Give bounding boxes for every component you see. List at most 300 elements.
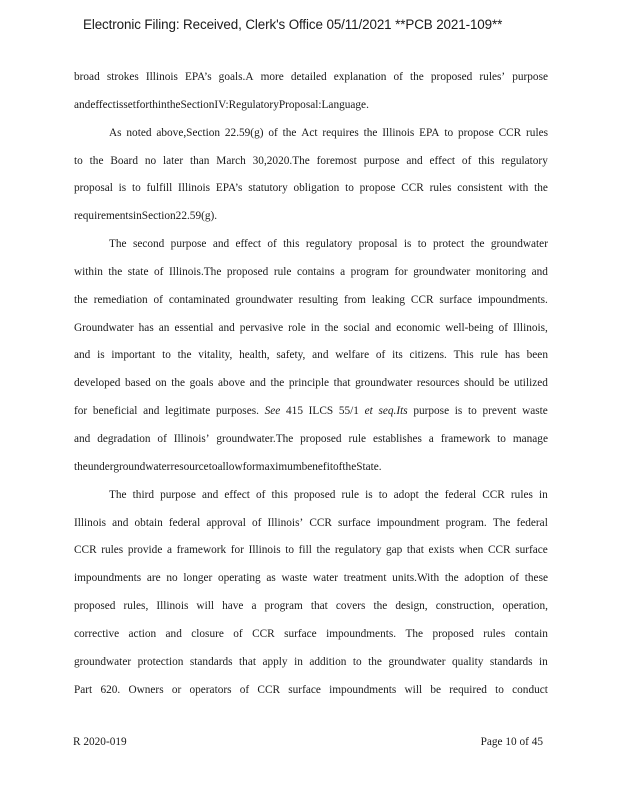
word: beneficial bbox=[92, 405, 138, 418]
word: the bbox=[166, 98, 181, 111]
word: EPA bbox=[419, 126, 440, 139]
word: apply bbox=[262, 655, 288, 668]
word: provide bbox=[127, 544, 163, 557]
word: Illinois bbox=[178, 182, 211, 195]
word: rule bbox=[273, 265, 292, 278]
word: broad bbox=[74, 71, 100, 83]
word: Illinois’ bbox=[267, 516, 304, 529]
word: of bbox=[267, 238, 277, 251]
word: for bbox=[394, 265, 408, 278]
word: CCR bbox=[410, 293, 434, 306]
word: to bbox=[378, 488, 388, 501]
text-line bbox=[74, 537, 548, 565]
word: underground bbox=[87, 460, 146, 473]
word: to bbox=[417, 238, 427, 251]
word: strokes bbox=[106, 71, 139, 83]
word: to bbox=[131, 182, 141, 195]
word: is bbox=[115, 98, 124, 111]
word: than bbox=[189, 154, 210, 167]
word: fulfill bbox=[146, 182, 173, 195]
word: in bbox=[132, 210, 142, 223]
word: that bbox=[239, 655, 256, 668]
word: action bbox=[128, 627, 157, 640]
word: impoundment bbox=[376, 516, 440, 529]
word: Board bbox=[110, 154, 138, 167]
word: CCR bbox=[482, 488, 505, 501]
word: this bbox=[271, 488, 288, 501]
word: for bbox=[242, 460, 256, 473]
word: foremost bbox=[316, 154, 357, 167]
word: surface bbox=[284, 627, 317, 640]
word: a bbox=[340, 265, 346, 278]
word: the bbox=[316, 544, 331, 557]
word: and bbox=[112, 516, 129, 529]
word: 22.59(g) bbox=[224, 126, 264, 139]
docket-number: R 2020-019 bbox=[73, 736, 127, 748]
word: essential bbox=[174, 321, 214, 334]
word: to bbox=[497, 432, 506, 445]
word: to bbox=[345, 182, 354, 195]
text-line bbox=[74, 259, 548, 287]
word: the bbox=[368, 655, 382, 668]
word: be bbox=[498, 377, 510, 390]
word: from bbox=[343, 293, 366, 306]
word: operating bbox=[218, 572, 261, 585]
word: of bbox=[332, 460, 343, 473]
word: obtain bbox=[134, 516, 163, 529]
word: adoption bbox=[464, 572, 504, 585]
word: EPA’s bbox=[215, 182, 243, 195]
word: third bbox=[132, 488, 155, 501]
word: program. bbox=[445, 516, 487, 529]
word: CCR bbox=[257, 683, 281, 696]
word: See bbox=[264, 405, 281, 418]
word: principle bbox=[288, 377, 330, 390]
word: of bbox=[157, 432, 167, 445]
word: corrective bbox=[74, 627, 120, 640]
word: seq.Its bbox=[378, 405, 408, 418]
word: second bbox=[132, 238, 165, 251]
word: and bbox=[312, 349, 329, 362]
word: 55/1 bbox=[338, 405, 359, 418]
word: to bbox=[495, 683, 504, 696]
word: effect bbox=[429, 154, 456, 167]
text-line bbox=[74, 203, 548, 231]
word: federal bbox=[168, 516, 201, 529]
word: impoundments. bbox=[477, 293, 548, 306]
word: 415 bbox=[286, 405, 303, 418]
word: of bbox=[153, 293, 163, 306]
word: are bbox=[146, 572, 161, 585]
word: Illinois.The bbox=[168, 265, 222, 278]
word: to bbox=[208, 460, 218, 473]
word: in bbox=[539, 655, 548, 668]
word: and bbox=[218, 321, 235, 334]
word: proposed bbox=[293, 488, 336, 501]
word: Section bbox=[180, 98, 215, 111]
word: standards bbox=[489, 655, 533, 668]
word: social bbox=[343, 321, 370, 334]
word: CCR bbox=[309, 516, 332, 529]
word: later bbox=[163, 154, 184, 167]
word: the bbox=[363, 126, 378, 139]
word: important bbox=[111, 349, 156, 362]
word: regulatory bbox=[305, 238, 353, 251]
word: no bbox=[166, 572, 178, 585]
word: required bbox=[449, 683, 487, 696]
text-line bbox=[74, 315, 548, 343]
word: effect bbox=[235, 238, 261, 251]
word: operation, bbox=[502, 600, 548, 613]
word: have bbox=[222, 600, 244, 613]
word: rules bbox=[526, 126, 548, 139]
word: impoundments. bbox=[326, 627, 397, 640]
word: State. bbox=[356, 460, 382, 473]
word: goals.A bbox=[218, 71, 254, 83]
word: the bbox=[89, 154, 104, 167]
word: resulting bbox=[298, 293, 339, 306]
word: the bbox=[324, 321, 339, 334]
word: manage bbox=[512, 432, 548, 445]
word: requires bbox=[322, 126, 359, 139]
text-line bbox=[74, 649, 548, 677]
text-line bbox=[74, 287, 548, 315]
word: rules bbox=[101, 544, 124, 557]
word: maximum bbox=[255, 460, 302, 473]
word: set bbox=[123, 98, 136, 111]
word: The bbox=[109, 488, 127, 501]
text-line bbox=[74, 342, 548, 370]
word: Illinois, bbox=[513, 321, 548, 334]
word: purpose bbox=[413, 405, 450, 418]
word: regulatory bbox=[334, 544, 382, 557]
word: more bbox=[260, 71, 284, 83]
word: in bbox=[538, 488, 548, 501]
word: units.With bbox=[392, 572, 440, 585]
word: the bbox=[74, 293, 88, 306]
word: impoundments bbox=[74, 572, 142, 585]
word: that bbox=[310, 600, 328, 613]
page-number: Page 10 of 45 bbox=[480, 736, 543, 748]
word: explanation bbox=[333, 71, 387, 83]
word: and bbox=[143, 405, 160, 418]
word: in bbox=[310, 321, 320, 334]
word: degradation bbox=[97, 432, 151, 445]
word: covers bbox=[335, 600, 366, 613]
word: proposal bbox=[74, 182, 113, 195]
word: The bbox=[109, 238, 127, 251]
word: framework bbox=[176, 544, 227, 557]
word: to bbox=[74, 154, 83, 167]
text-line bbox=[74, 454, 548, 482]
word: Part bbox=[74, 683, 93, 696]
word: and bbox=[74, 349, 91, 362]
word: is bbox=[97, 349, 105, 362]
word: As bbox=[109, 126, 122, 139]
word: framework bbox=[440, 432, 491, 445]
text-line bbox=[74, 92, 548, 120]
word: to bbox=[352, 655, 362, 668]
word: This bbox=[453, 349, 474, 362]
word: proposed bbox=[430, 71, 473, 83]
word: surface bbox=[288, 683, 321, 696]
word: water bbox=[312, 572, 339, 585]
word: has bbox=[504, 349, 520, 362]
word: The bbox=[492, 516, 511, 529]
word: the bbox=[373, 600, 388, 613]
word: IV: bbox=[214, 98, 229, 111]
word: addition bbox=[309, 655, 347, 668]
text-line bbox=[74, 120, 548, 148]
word: this bbox=[478, 154, 495, 167]
word: above bbox=[218, 377, 246, 390]
word: welfare bbox=[335, 349, 370, 362]
word: contain bbox=[514, 627, 548, 640]
text-line bbox=[74, 175, 548, 203]
word: with bbox=[508, 182, 529, 195]
word: requirements bbox=[74, 210, 133, 223]
word: contaminated bbox=[168, 293, 230, 306]
word: a bbox=[251, 600, 257, 613]
word: statutory bbox=[248, 182, 288, 195]
word: safety, bbox=[276, 349, 306, 362]
word: of bbox=[393, 71, 403, 83]
document-body bbox=[74, 64, 548, 704]
page-footer bbox=[73, 736, 543, 748]
word: purpose bbox=[160, 488, 196, 501]
word: its bbox=[392, 349, 403, 362]
word: monitoring bbox=[475, 265, 527, 278]
word: CCR bbox=[252, 627, 275, 640]
word: Illinois’ bbox=[173, 432, 210, 445]
word: allow bbox=[217, 460, 243, 473]
word: of bbox=[268, 126, 278, 139]
word: protection bbox=[137, 655, 184, 668]
word: rule bbox=[480, 349, 499, 362]
text-line bbox=[74, 510, 548, 538]
word: waste bbox=[522, 405, 548, 418]
word: of bbox=[256, 488, 266, 501]
word: Owners bbox=[128, 683, 164, 696]
word: and bbox=[406, 154, 423, 167]
word: Proposal: bbox=[278, 98, 322, 111]
word: rule bbox=[341, 488, 360, 501]
word: no bbox=[144, 154, 157, 167]
word: developed bbox=[74, 377, 121, 390]
word: the bbox=[444, 572, 459, 585]
word: approval bbox=[206, 516, 246, 529]
word: proposed bbox=[300, 432, 342, 445]
word: state bbox=[127, 265, 149, 278]
word: and bbox=[374, 321, 392, 334]
word: Groundwater bbox=[74, 321, 134, 334]
word: construction, bbox=[435, 600, 495, 613]
word: and bbox=[201, 488, 219, 501]
word: utilized bbox=[514, 377, 548, 390]
word: Illinois bbox=[248, 544, 281, 557]
word: a bbox=[166, 544, 172, 557]
word: surface bbox=[338, 516, 371, 529]
word: of bbox=[233, 627, 243, 640]
word: purpose bbox=[170, 238, 207, 251]
word: conduct bbox=[512, 683, 548, 696]
word: in bbox=[294, 655, 303, 668]
word: the bbox=[470, 238, 485, 251]
word: the bbox=[270, 377, 285, 390]
text-line bbox=[74, 677, 548, 705]
word: goals bbox=[189, 377, 214, 390]
word: closure bbox=[191, 627, 224, 640]
word: federal bbox=[444, 488, 477, 501]
word: Regulatory bbox=[228, 98, 279, 111]
word: as bbox=[266, 572, 276, 585]
word: will bbox=[404, 683, 423, 696]
word: CCR bbox=[498, 126, 522, 139]
word: vitality, bbox=[198, 349, 233, 362]
word: forth bbox=[135, 98, 158, 111]
word: purposes. bbox=[215, 405, 259, 418]
word: standards bbox=[189, 655, 233, 668]
word: remediation bbox=[93, 293, 148, 306]
word: has bbox=[138, 321, 154, 334]
word: purpose bbox=[363, 154, 400, 167]
word: will bbox=[196, 600, 214, 613]
word: 30,2020.The bbox=[252, 154, 310, 167]
word: CCR bbox=[401, 182, 424, 195]
word: The bbox=[405, 627, 424, 640]
word: and bbox=[212, 238, 230, 251]
word: the bbox=[74, 460, 88, 473]
word: the bbox=[171, 377, 186, 390]
text-line bbox=[74, 593, 548, 621]
word: CCR bbox=[487, 544, 511, 557]
text-line bbox=[74, 621, 548, 649]
word: CCR bbox=[74, 544, 97, 557]
text-line bbox=[74, 64, 548, 92]
word: rule bbox=[348, 432, 367, 445]
word: water bbox=[145, 460, 171, 473]
word: resource bbox=[170, 460, 209, 473]
word: contains bbox=[296, 265, 335, 278]
word: to bbox=[285, 544, 295, 557]
text-line bbox=[74, 482, 548, 510]
word: adopt bbox=[393, 488, 419, 501]
word: impoundments bbox=[329, 683, 397, 696]
word: for bbox=[230, 544, 244, 557]
word: that bbox=[333, 377, 351, 390]
word: legitimate bbox=[165, 405, 211, 418]
word: fill bbox=[298, 544, 312, 557]
word: protect bbox=[432, 238, 465, 251]
word: an bbox=[158, 321, 170, 334]
word: is bbox=[454, 405, 463, 418]
word: waste bbox=[281, 572, 308, 585]
word: establishes bbox=[372, 432, 422, 445]
word: in bbox=[157, 98, 167, 111]
word: groundwater bbox=[413, 265, 471, 278]
word: is bbox=[365, 488, 373, 501]
word: on bbox=[155, 377, 167, 390]
word: to bbox=[444, 126, 454, 139]
word: federal bbox=[516, 516, 548, 529]
word: based bbox=[125, 377, 151, 390]
word: proposed bbox=[74, 600, 116, 613]
word: Act bbox=[301, 126, 318, 139]
word: well-being bbox=[445, 321, 494, 334]
word: rules bbox=[510, 488, 533, 501]
word: of bbox=[461, 154, 472, 167]
word: regulatory bbox=[501, 154, 548, 167]
word: March bbox=[216, 154, 246, 167]
word: detailed bbox=[290, 71, 327, 83]
word: citizens. bbox=[409, 349, 447, 362]
word: program bbox=[264, 600, 303, 613]
word: proposed bbox=[432, 627, 474, 640]
word: Illinois bbox=[382, 126, 415, 139]
filing-stamp-header: Electronic Filing: Received, Clerk's Office 05/11/2021 **PCB 2021-109** bbox=[83, 17, 503, 32]
word: that bbox=[406, 544, 424, 557]
word: Illinois bbox=[145, 71, 178, 83]
text-line bbox=[74, 370, 548, 398]
word: economic bbox=[396, 321, 441, 334]
word: groundwater bbox=[388, 655, 446, 668]
word: longer bbox=[183, 572, 213, 585]
word: Illinois bbox=[156, 600, 189, 613]
word: of bbox=[509, 572, 520, 585]
word: be bbox=[430, 683, 441, 696]
text-line bbox=[74, 148, 548, 176]
word: Section bbox=[141, 210, 176, 223]
word: and bbox=[531, 265, 548, 278]
word: the bbox=[108, 265, 123, 278]
word: and bbox=[249, 377, 266, 390]
word: and bbox=[165, 627, 182, 640]
word: of bbox=[153, 265, 164, 278]
word: rules bbox=[483, 627, 506, 640]
word: Language. bbox=[321, 98, 369, 111]
word: rules bbox=[429, 182, 452, 195]
word: health, bbox=[239, 349, 270, 362]
word: groundwater bbox=[355, 377, 413, 390]
word: 620. bbox=[100, 683, 121, 696]
word: the bbox=[282, 126, 297, 139]
word: purpose bbox=[512, 71, 548, 83]
word: ILCS bbox=[308, 405, 334, 418]
word: leaking bbox=[371, 293, 406, 306]
word: proposed bbox=[226, 265, 269, 278]
word: program bbox=[350, 265, 389, 278]
word: prevent bbox=[482, 405, 517, 418]
word: and bbox=[74, 432, 91, 445]
word: effect bbox=[90, 98, 116, 111]
word: resources bbox=[416, 377, 460, 390]
word: to bbox=[162, 349, 171, 362]
word: should bbox=[464, 377, 495, 390]
word: rules’ bbox=[479, 71, 506, 83]
word: proposal bbox=[358, 238, 398, 251]
word: this bbox=[283, 238, 300, 251]
word: for bbox=[74, 405, 88, 418]
word: the bbox=[342, 460, 357, 473]
text-line bbox=[74, 426, 548, 454]
word: groundwater bbox=[235, 293, 293, 306]
word: the bbox=[534, 182, 548, 195]
word: Illinois bbox=[74, 516, 107, 529]
word: effect bbox=[224, 488, 250, 501]
word: surface bbox=[439, 293, 473, 306]
word: of bbox=[498, 321, 508, 334]
word: these bbox=[524, 572, 548, 585]
